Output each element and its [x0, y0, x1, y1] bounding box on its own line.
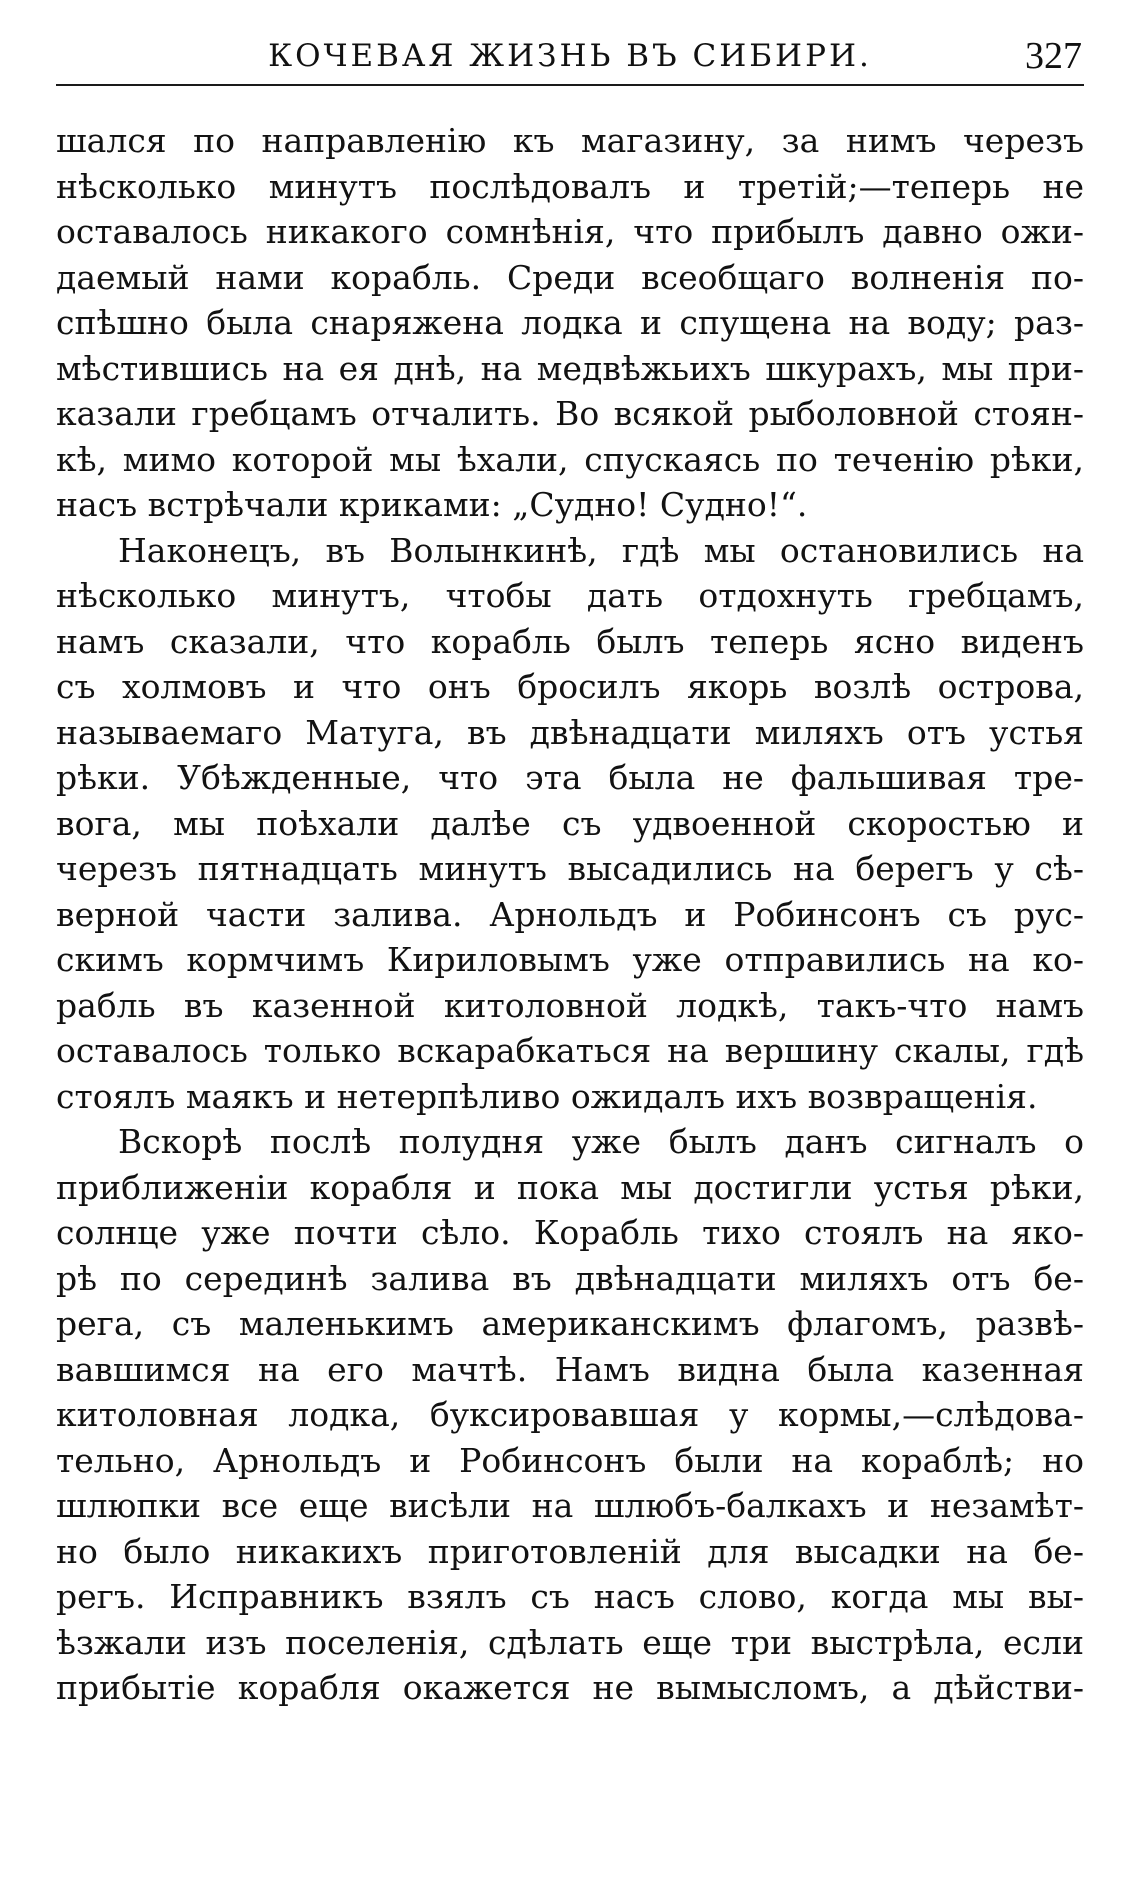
text-line: черезъ пятнадцать минутъ высадились на берегъ у сѣ- [56, 849, 1084, 888]
text-line: рабль въ казенной китоловной лодкѣ, такъ-что намъ [56, 985, 1084, 1025]
text-line: нѣсколько минутъ послѣдовалъ и третій;—теперь не [56, 166, 1084, 206]
paragraph-2 [56, 528, 1084, 1120]
running-head [56, 30, 1084, 86]
text-line: приближеніи корабля и пока мы достигли устья рѣки, [56, 1167, 1084, 1207]
text-line: оставалось только вскарабкаться на вершину скалы, гдѣ [56, 1031, 1084, 1070]
text-line: даемый нами корабль. Среди всеобщаго волненія по- [56, 257, 1084, 297]
text-line: солнце уже почти сѣло. Корабль тихо стоялъ на яко- [56, 1213, 1084, 1252]
text-line: шался по направленію къ магазину, за нимъ черезъ [56, 121, 1084, 160]
text-line: китоловная лодка, буксировавшая у кормы,—слѣдова- [56, 1395, 1084, 1434]
text-line: вавшимся на его мачтѣ. Намъ видна была казенная [56, 1349, 1084, 1389]
text-line: тельно, Арнольдъ и Робинсонъ были на кораблѣ; но [56, 1440, 1084, 1480]
text-line: рега, съ маленькимъ американскимъ флагомъ, развѣ- [56, 1304, 1084, 1343]
text-line: намъ сказали, что корабль былъ теперь ясно виденъ [56, 621, 1084, 661]
text-line: Наконецъ, въ Волынкинѣ, гдѣ мы остановились на [118, 530, 1084, 570]
text-line: оставалось никакого сомнѣнія, что прибылъ давно ожи- [56, 212, 1084, 251]
text-line: стоялъ маякъ и нетерпѣливо ожидалъ ихъ возвращенія. [56, 1076, 1038, 1116]
text-line: шлюпки все еще висѣли на шлюбъ-балкахъ и незамѣт- [56, 1486, 1084, 1525]
paragraph-1 [56, 118, 1084, 528]
text-line: прибытіе корабля окажется не вымысломъ, а дѣйстви- [56, 1668, 1084, 1707]
text-line: кѣ, мимо которой мы ѣхали, спускаясь по теченію рѣки, [56, 439, 1084, 479]
text-line: спѣшно была снаряжена лодка и спущена на воду; раз- [56, 303, 1084, 342]
text-line: называемаго Матуга, въ двѣнадцати миляхъ отъ устья [56, 712, 1084, 752]
text-line: съ холмовъ и что онъ бросилъ якорь возлѣ острова, [56, 667, 1084, 706]
text-line: но было никакихъ приготовленій для высадки на бе- [56, 1531, 1084, 1571]
text-line: нѣсколько минутъ, чтобы дать отдохнуть гребцамъ, [56, 576, 1084, 615]
running-title: КОЧЕВАЯ ЖИЗНЬ ВЪ СИБИРИ. [268, 38, 872, 74]
text-line: вога, мы поѣхали далѣе съ удвоенной скоростью и [56, 803, 1084, 843]
text-line: скимъ кормчимъ Кириловымъ уже отправились на ко- [56, 940, 1084, 979]
page-number: 327 [1025, 35, 1082, 77]
text-line: насъ встрѣчали криками: „Судно! Судно!“. [56, 485, 808, 524]
text-line: рѣ по серединѣ залива въ двѣнадцати миляхъ отъ бе- [56, 1258, 1084, 1298]
text-line: регъ. Исправникъ взялъ съ насъ слово, когда мы вы- [56, 1577, 1084, 1616]
text-line: казали гребцамъ отчалить. Во всякой рыболовной стоян- [56, 394, 1084, 433]
text-line: Вскорѣ послѣ полудня уже былъ данъ сигналъ о [118, 1122, 1084, 1161]
paragraph-3 [56, 1119, 1084, 1711]
text-line: рѣки. Убѣжденные, что эта была не фальшивая тре- [56, 758, 1084, 797]
text-line: мѣстившись на ея днѣ, на медвѣжьихъ шкурахъ, мы при- [56, 348, 1084, 388]
text-line: ѣзжали изъ поселенія, сдѣлать еще три выстрѣла, если [56, 1622, 1084, 1662]
body-text [56, 118, 1084, 1711]
text-line: верной части залива. Арнольдъ и Робинсонъ съ рус- [56, 894, 1084, 934]
